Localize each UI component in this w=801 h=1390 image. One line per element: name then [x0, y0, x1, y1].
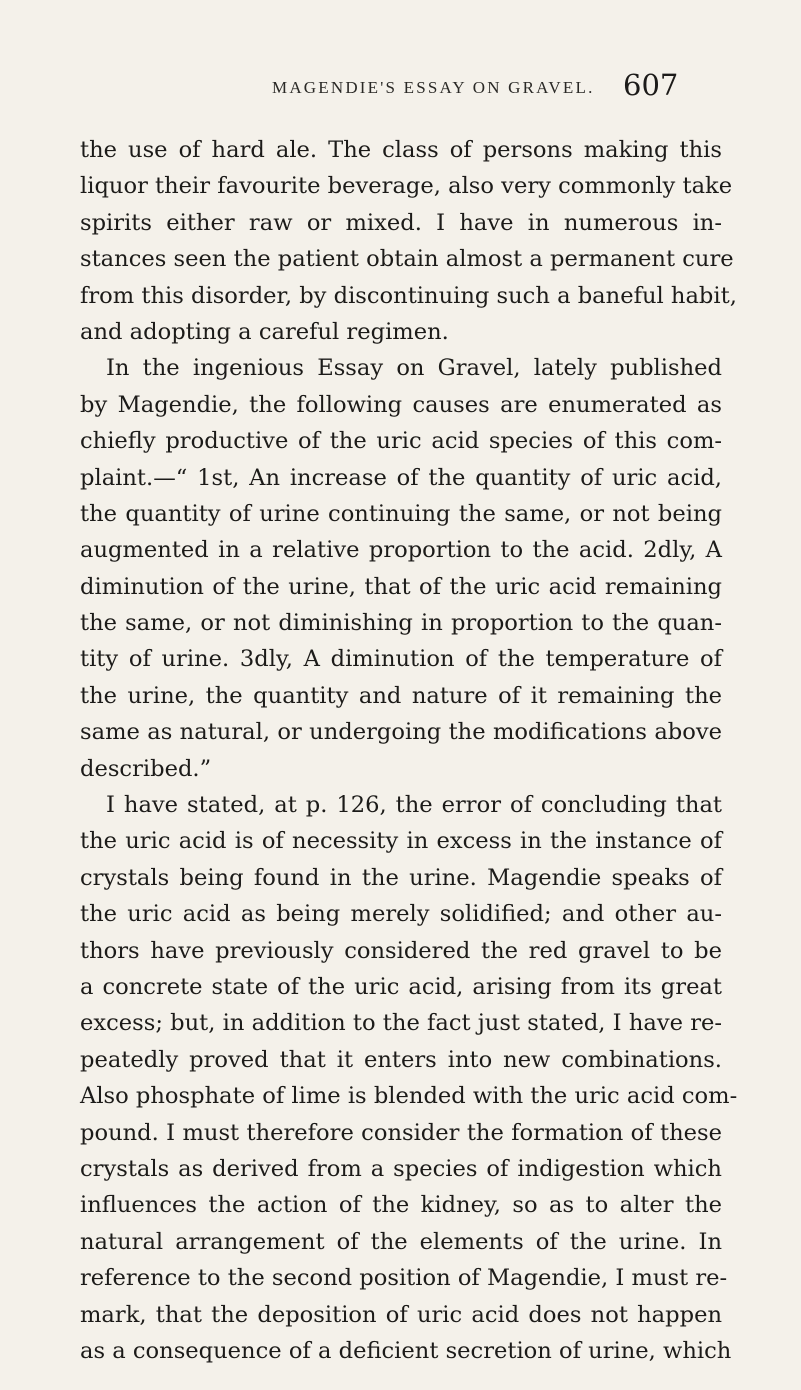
- text-line: the same, or not diminishing in proportion to the quan-: [80, 610, 722, 637]
- text-line: crystals being found in the urine. Magendie speaks of: [80, 864, 722, 891]
- text-line: tity of urine. 3dly, A diminution of the temperature of: [80, 646, 722, 673]
- text-line: and adopting a careful regimen.: [80, 318, 449, 345]
- text-line: In the ingenious Essay on Gravel, lately published: [106, 355, 722, 382]
- text-line: stances seen the patient obtain almost a permanent cure: [80, 246, 734, 273]
- page-number: 607: [623, 68, 679, 102]
- text-line: crystals as derived from a species of indigestion which: [80, 1155, 722, 1182]
- text-line: same as natural, or undergoing the modifications above: [80, 719, 722, 746]
- text-line: natural arrangement of the elements of the urine. In: [80, 1228, 722, 1255]
- text-line: the quantity of urine continuing the same, or not being: [80, 500, 722, 527]
- text-line: the uric acid as being merely solidified; and other au-: [80, 901, 722, 928]
- text-line: pound. I must therefore consider the formation of these: [80, 1119, 722, 1146]
- text-line: a concrete state of the uric acid, arising from its great: [80, 973, 722, 1000]
- text-line: thors have previously considered the red gravel to be: [80, 937, 722, 964]
- text-line: reference to the second position of Magendie, I must re-: [80, 1265, 728, 1292]
- text-line: Also phosphate of lime is blended with the uric acid com-: [80, 1083, 738, 1110]
- text-line: the uric acid is of necessity in excess in the instance of: [80, 828, 722, 855]
- text-line: described.”: [80, 755, 212, 782]
- text-line: excess; but, in addition to the fact just stated, I have re-: [80, 1010, 722, 1037]
- text-line: from this disorder, by discontinuing such a baneful habit,: [80, 282, 737, 309]
- text-line: the urine, the quantity and nature of it remaining the: [80, 682, 722, 709]
- text-line: spirits either raw or mixed. I have in numerous in-: [80, 209, 722, 236]
- body-text: [80, 132, 738, 1369]
- text-line: mark, that the deposition of uric acid does not happen: [80, 1301, 722, 1328]
- text-line: as a consequence of a deficient secretion of urine, which: [80, 1337, 732, 1364]
- text-line: I have stated, at p. 126, the error of concluding that: [106, 792, 722, 819]
- text-line: augmented in a relative proportion to the acid. 2dly, A: [80, 537, 722, 564]
- text-line: by Magendie, the following causes are enumerated as: [80, 391, 722, 418]
- text-line: chiefly productive of the uric acid species of this com-: [80, 428, 722, 455]
- text-line: plaint.—“ 1st, An increase of the quantity of uric acid,: [80, 464, 722, 491]
- running-head: MAGENDIE'S ESSAY ON GRAVEL.: [272, 78, 595, 97]
- text-line: the use of hard ale. The class of persons making this: [80, 137, 722, 163]
- text-line: influences the action of the kidney, so as to alter the: [80, 1192, 722, 1219]
- text-line: diminution of the urine, that of the uric acid remaining: [80, 573, 722, 600]
- text-line: liquor their favourite beverage, also very commonly take: [80, 173, 733, 200]
- text-line: peatedly proved that it enters into new combinations.: [80, 1046, 722, 1073]
